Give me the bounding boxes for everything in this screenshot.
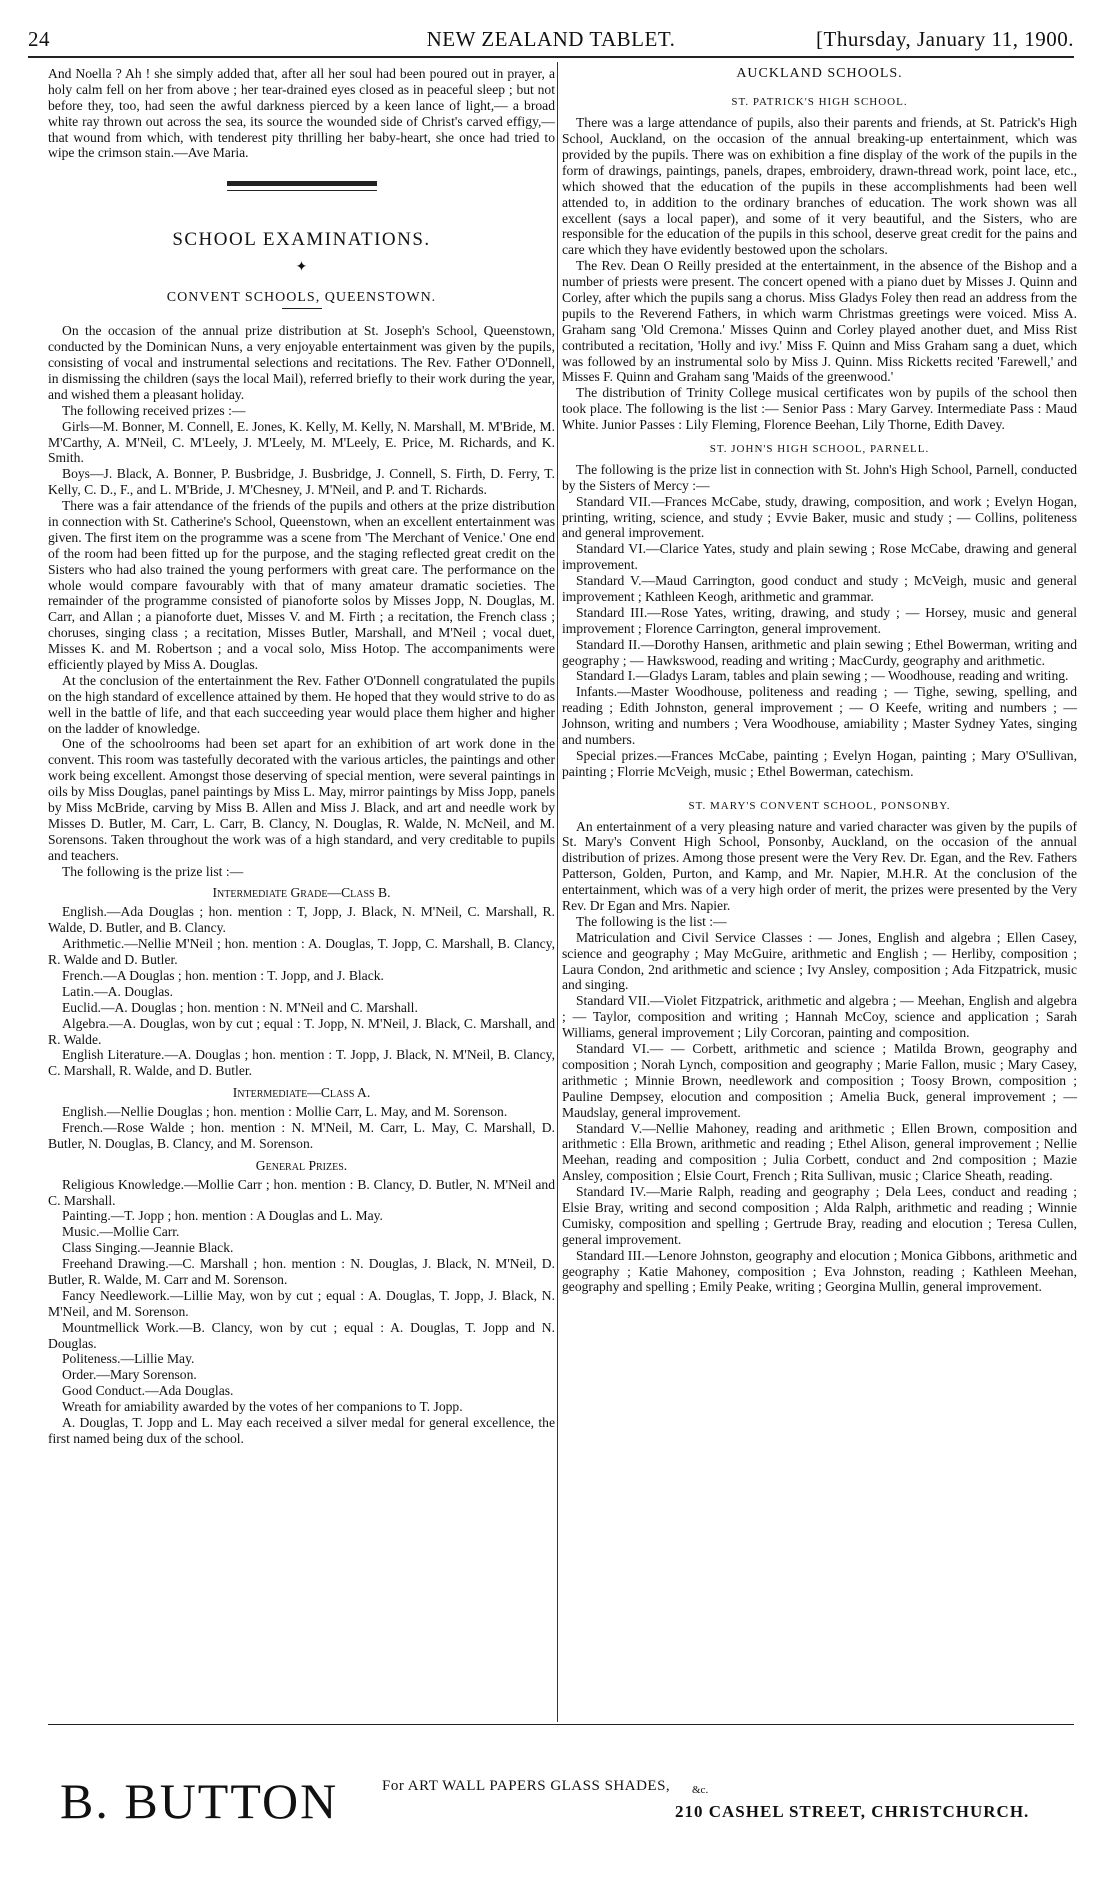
prize-entry: Good Conduct.—Ada Douglas. <box>62 1383 234 1399</box>
prize-entry: Standard VII.—Violet Fitzpatrick, arithmetic and algebra ; — Meehan, English and algebra ; — Taylor, composition and writing ; Hannah McCoy, science and application ; Sarah Williams, general improvement ; Lily Corcoran, painting and composition. <box>562 993 1077 1041</box>
paragraph: There was a large attendance of pupils, also their parents and friends, at St. Patrick's High School, Auckland, on the occasion of the annual breaking-up entertainment, which was provided by the pupils. There was on exhibition a fine display of the work of the pupils in the form of drawings, paintings, panels, drapes, embroidery, drawn-thread work, point lace, etc., which showed that the education of the pupils in these accomplishments had been well attended to, in addition to the ordinary branches of education. The work shown was all excellent (says a local paper), and some of it very beautiful, and the Sisters, who are responsible for the education of the pupils in this school, deserve great credit for the pains and care which they have evidently bestowed upon the scholars. <box>562 115 1077 258</box>
prize-entry: Class Singing.—Jeannie Black. <box>62 1240 234 1256</box>
prize-entry: Standard III.—Rose Yates, writing, drawing, and study ; — Horsey, music and general improvement ; Florence Carrington, general improvement. <box>562 604 1077 636</box>
st-patricks-body <box>562 115 1077 433</box>
advert-address: 210 CASHEL STREET, CHRISTCHURCH. <box>675 1802 1030 1821</box>
section-title: SCHOOL EXAMINATIONS. <box>172 229 431 251</box>
section-rule-thick <box>227 181 377 186</box>
prize-entry: Freehand Drawing.—C. Marshall ; hon. mention : N. Douglas, J. Black, N. M'Neil, D. Butler, R. Walde, M. Carr and M. Sorenson. <box>48 1256 555 1287</box>
advert-rule <box>48 1724 1074 1725</box>
paragraph: The following is the prize list :— <box>62 863 244 879</box>
prize-entry: Arithmetic.—Nellie M'Neil ; hon. mention : A. Douglas, T. Jopp, C. Marshall, B. Clancy, R. Walde and D. Butler. <box>48 936 555 968</box>
general-prizes-list <box>48 1177 555 1447</box>
advertiser-name: B. BUTTON <box>60 1773 339 1829</box>
prize-entry: Wreath for amiability awarded by the votes of her companions to T. Jopp. <box>62 1399 463 1415</box>
prize-entry: Religious Knowledge.—Mollie Carr ; hon. mention : B. Clancy, D. Butler, N. M'Neil and C. Marshall. <box>48 1176 555 1208</box>
paragraph: Boys—J. Black, A. Bonner, P. Busbridge, J. Busbridge, J. Connell, S. Firth, D. Ferry, T. Kelly, C. D., F., and L. M'Bride, J. M'Chesney, J. M'Neil, and P. and T. Richards. <box>48 466 555 498</box>
prize-entry: English Literature.—A. Douglas ; hon. mention : T. Jopp, J. Black, N. M'Neil, B. Clancy, C. Marshall, R. Walde, and D. Butler. <box>48 1047 555 1079</box>
prize-entry: A. Douglas, T. Jopp and L. May each received a silver medal for general excellence, the first named being dux of the school. <box>48 1414 555 1446</box>
prize-entry: Infants.—Master Woodhouse, politeness and reading ; — Tighe, sewing, spelling, and reading ; Edith Johnston, general improvement ; — O Keefe, writing and numbers ; — Johnson, writing and numbers ; Vera Woodhouse, amiability ; Master Sydney Yates, singing and numbers. <box>562 684 1077 748</box>
grade-b-heading: Intermediate Grade—Class B. <box>212 885 391 901</box>
prize-entry: Matriculation and Civil Service Classes : — Jones, English and algebra ; Ellen Casey, science and geography ; May McGuire, arithmetic and English ; — Herliby, composition ; Laura Condon, 2nd arithmetic and science ; Ivy Ansley, composition ; Ada Fitzpatrick, music and singing. <box>562 929 1077 993</box>
prize-entry: Painting.—T. Jopp ; hon. mention : A Douglas and L. May. <box>62 1208 383 1224</box>
prize-entry: Politeness.—Lillie May. <box>62 1351 195 1367</box>
grade-b-list <box>48 904 555 1079</box>
prize-entry: The following is the prize list in connection with St. John's High School, Parnell, conducted by the Sisters of Mercy :— <box>562 461 1077 493</box>
prize-entry: Standard III.—Lenore Johnston, geography and elocution ; Monica Gibbons, arithmetic and geography ; Katie Mahoney, composition ; Eva Johnston, reading ; Kathleen Meehan, geography and spelling ; Emily Peake, writing ; Georgina Mullin, general improvement. <box>562 1247 1077 1295</box>
prize-entry: Standard VII.—Frances McCabe, study, drawing, composition, and work ; Evelyn Hogan, printing, writing, science, and study ; Evvie Baker, music and study ; — Collins, politeness and general improvement. <box>562 493 1077 541</box>
subtitle-rule <box>282 308 322 309</box>
prize-entry: Mountmellick Work.—B. Clancy, won by cut ; equal : A. Douglas, T. Jopp and N. Douglas. <box>48 1319 555 1351</box>
prize-entry: Standard IV.—Marie Ralph, reading and geography ; Dela Lees, conduct and reading ; Elsie Bray, writing and second composition ; Alda Ralph, arithmetic and reading ; Winnie Cumisky, composition and spelling ; Gertrude Bray, reading and elocution ; Teresa Cullen, general improvement. <box>562 1184 1077 1247</box>
advert-description: For ART WALL PAPERS GLASS SHADES, <box>382 1778 671 1794</box>
prize-entry: Order.—Mary Sorenson. <box>62 1367 197 1383</box>
prize-entry: English.—Nellie Douglas ; hon. mention : Mollie Carr, L. May, and M. Sorenson. <box>62 1104 508 1120</box>
prize-entry: Standard I.—Gladys Laram, tables and plain sewing ; — Woodhouse, reading and writing. <box>576 668 1069 684</box>
prize-entry: The following is the list :— <box>576 913 727 929</box>
prize-entry: An entertainment of a very pleasing nature and varied character was given by the pupils of St. Mary's Convent High School, Ponsonby, Auckland, on the occasion of the annual distribution of prizes. Among those present were the Very Rev. Dr. Egan, and the Rev. Fathers Patterson, Golden, Purton, and Kamp, and Mr. Napier, M.H.R. At the conclusion of the entertainment, which was of a very high order of merit, the prizes were presented by the Very Rev. Dr Egan and Mrs. Napier. <box>562 818 1077 914</box>
prize-entry: Euclid.—A. Douglas ; hon. mention : N. M'Neil and C. Marshall. <box>62 999 418 1015</box>
grade-a-list <box>48 1104 555 1152</box>
publication-title: NEW ZEALAND TABLET. <box>426 27 676 51</box>
paragraph: The distribution of Trinity College musical certificates won by pupils of the school then took place. The following is the list :— Senior Pass : Mary Garvey. Intermediate Pass : Maud White. Junior Passes : Lily Fleming, Florence Beehan, Lily Thorne, Edith Davey. <box>562 385 1077 433</box>
right-column <box>562 66 1077 1295</box>
prize-entry: English.—Ada Douglas ; hon. mention : T, Jopp, J. Black, N. M'Neil, C. Marshall, R. Walde, D. Butler, and B. Clancy. <box>48 904 555 936</box>
prize-entry: Latin.—A. Douglas. <box>62 983 174 999</box>
st-johns-body <box>562 462 1077 780</box>
paragraph: Girls—M. Bonner, M. Connell, E. Jones, K. Kelly, M. Kelly, N. Marshall, M. M'Bride, M. M'Carthy, A. M'Neil, C. M'Leely, J. M'Leely, M. M'Leely, E. Price, M. Richards, and K. Smith. <box>48 418 555 466</box>
st-johns-heading: ST. JOHN'S HIGH SCHOOL, PARNELL. <box>709 443 930 456</box>
story-ending: And Noella ? Ah ! she simply added that, after all her soul had been poured out in prayer, a holy calm fell on her from above ; her tear-drained eyes closed as in peaceful sleep ; but not before they, too, had seen the awful darkness pierced by a keen lance of light,— a broad white ray thrown out across the sea, its source the wounded side of Christ's carved effigy,—that wound from which, with tenderest pity thrilling her baby-heart, she once had tried to wipe the crimson stain.—Ave Maria. <box>48 66 555 161</box>
prize-entry: Fancy Needlework.—Lillie May, won by cut ; equal : A. Douglas, T. Jopp, J. Black, N. M'Neil, and M. Sorenson. <box>48 1287 555 1319</box>
paragraph: At the conclusion of the entertainment the Rev. Father O'Donnell congratulated the pupils on the high standard of excellence attained by them. He hoped that they would strive to do as well in the battle of life, and that each succeeding year would place them higher and higher on the ladder of knowledge. <box>48 672 555 736</box>
ornament-divider: ✦ <box>295 259 308 275</box>
grade-a-heading: Intermediate—Class A. <box>232 1085 371 1101</box>
section-rule-thin <box>227 190 377 191</box>
article-body <box>48 323 555 879</box>
article-subtitle: CONVENT SCHOOLS, QUEENSTOWN. <box>166 289 437 305</box>
prize-entry: French.—Rose Walde ; hon. mention : N. M'Neil, M. Carr, L. May, C. Marshall, D. Butler, N. Douglas, B. Clancy, and M. Sorenson. <box>48 1119 555 1151</box>
advert-etc: &c. <box>692 1784 709 1796</box>
header-rule <box>28 56 1074 58</box>
prize-entry: Standard II.—Dorothy Hansen, arithmetic and plain sewing ; Ethel Bowerman, writing and geography ; — Hawkswood, reading and writing ; MacCurdy, geography and arithmetic. <box>562 636 1077 668</box>
paragraph: One of the schoolrooms had been set apart for an exhibition of art work done in the convent. This room was tastefully decorated with the various articles, the paintings and other work being excellent. Amongst those deserving of special mention, were several paintings in oils by Miss Douglas, panel paintings by Miss L. May, mirror paintings by Miss Jopp, panels by Miss McBride, carving by Miss B. Allen and Miss J. Black, and art and needle work by Misses D. Butler, M. Carr, L. Carr, B. Clancy, N. Douglas, R. Walde, N. McNeil, and M. Sorensons. Taken throughout the work was of a high standard, and very creditable to pupils and teachers. <box>48 736 555 863</box>
prize-entry: Algebra.—A. Douglas, won by cut ; equal : T. Jopp, N. M'Neil, J. Black, C. Marshall, and R. Walde. <box>48 1015 555 1047</box>
issue-date: [Thursday, January 11, 1900. <box>816 27 1074 51</box>
page-number: 24 <box>28 27 50 51</box>
auckland-schools-title: AUCKLAND SCHOOLS. <box>736 66 903 81</box>
paragraph: On the occasion of the annual prize distribution at St. Joseph's School, Queenstown, conducted by the Dominican Nuns, a very enjoyable entertainment was given by the pupils, consisting of vocal and instrumental selections and recitations. The Rev. Father O'Donnell, in dismissing the children (says the local Mail), referred briefly to their work during the year, and wished them a pleasant holiday. <box>48 323 555 402</box>
prize-entry: French.—A Douglas ; hon. mention : T. Jopp, and J. Black. <box>62 967 384 983</box>
general-prizes-heading: General Prizes. <box>255 1157 348 1173</box>
page-header <box>28 18 1074 52</box>
paragraph: There was a fair attendance of the friends of the pupils and others at the prize distribution in connection with St. Catherine's School, Queenstown, when an excellent entertainment was given. The first item on the programme was a scene from 'The Merchant of Venice.' One end of the room had been fitted up for the purpose, and the staging reflected great credit on the Sisters who had also trained the young performers with great care. The performance on the whole would compare favourably with that of many amateur dramatic societies. The remainder of the programme consisted of pianoforte solos by Misses Jopp, N. Douglas, M. Carr, and Allan ; a pianoforte duet, Misses V. and M. Firth ; a recitation, the French class ; choruses, singing class ; a recitation, Misses Butler, Marshall, and M'Neil ; vocal duet, Misses K. and M. Robertson ; and a vocal solo, Miss Hotop. The accompaniments were efficiently played by Miss A. Douglas. <box>48 498 555 673</box>
prize-entry: Standard VI.— — Corbett, arithmetic and science ; Matilda Brown, geography and composition ; Norah Lynch, composition and geography ; Marie Fallon, music ; Mary Casey, arithmetic ; Minnie Brown, needlework and composition ; Toosy Brown, composition ; Pauline Dempsey, elocution and composition ; Amelia Buck, general improvement ; — Maudslay, general improvement. <box>562 1041 1077 1120</box>
st-marys-heading: ST. MARY'S CONVENT SCHOOL, PONSONBY. <box>688 799 951 812</box>
st-marys-body <box>562 819 1077 1296</box>
prize-entry: Special prizes.—Frances McCabe, painting ; Evelyn Hogan, painting ; Mary O'Sullivan, painting ; Florrie McVeigh, music ; Ethel Bowerman, catechism. <box>562 747 1077 779</box>
paragraph: The Rev. Dean O Reilly presided at the entertainment, in the absence of the Bishop and a number of priests were present. The concert opened with a piano duet by Misses J. Quinn and Corley, after which the pupils sang a chorus. Miss Gladys Foley then read an address from the pupils to the Reverend Fathers, in which warm Christmas greetings were voiced. Miss A. Graham sang 'Old Cremona.' Misses Quinn and Corley played another duet, and Miss Rist contributed a recitation, 'Holly and ivy.' Miss F. Quinn and Miss Graham sang a duet, which was followed by an instrumental solo by Miss J. Quinn. Miss Ricketts recited 'Farewell,' and Misses F. Quinn and Graham sang 'Maids of the greenwood.' <box>562 258 1077 385</box>
prize-entry: Standard V.—Nellie Mahoney, reading and arithmetic ; Ellen Brown, composition and arithmetic : Ella Brown, arithmetic and reading ; Ethel Alison, general improvement ; Nellie Meehan, reading and composition ; Julia Corbett, conduct and 2nd composition ; Mazie Ansley, composition ; Elsie Court, French ; Rita Sullivan, music ; Clarice Sheath, reading. <box>562 1120 1077 1184</box>
prize-entry: Music.—Mollie Carr. <box>62 1224 180 1240</box>
prize-entry: Standard VI.—Clarice Yates, study and plain sewing ; Rose McCabe, drawing and general improvement. <box>562 541 1077 573</box>
left-column <box>48 66 555 1447</box>
column-divider <box>557 62 558 1722</box>
prize-entry: Standard V.—Maud Carrington, good conduct and study ; McVeigh, music and general improvement ; Kathleen Keogh, arithmetic and grammar. <box>562 573 1077 605</box>
paragraph: The following received prizes :— <box>62 402 246 418</box>
advertisement <box>60 1772 1074 1832</box>
st-patricks-heading: ST. PATRICK'S HIGH SCHOOL. <box>731 96 908 109</box>
